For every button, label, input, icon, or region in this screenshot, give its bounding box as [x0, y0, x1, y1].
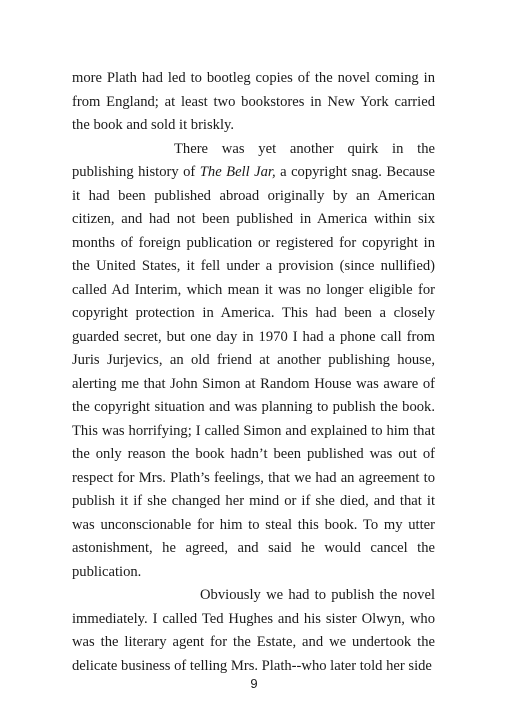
paragraph-1: [72, 67, 435, 138]
book-title: The Bell Jar,: [199, 164, 276, 180]
page-number: 9: [250, 676, 258, 691]
paragraph-2: [72, 138, 435, 585]
paragraph-2-text-start: There was yet another quirk in the publishing history of: [72, 140, 435, 180]
paragraph-2-text-rest: a copyright snag. Because it had been published abroad originally by an American citizen, and had not been published in America within six months of foreign publication or registered for copyright in the United States, it fell under a provision (since nullified) called Ad Interim, which mean it was no longer eligible for copyright protection in America. This had been a closely guarded secret, but one day in 1970 I had a phone call from Juris Jurjevics, an old friend at another publishing house, alerting me that John Simon at Random House was aware of the copyright situation and was planning to publish the book. This was horrifying; I called Simon and explained to him that the only reason the book hadn’t been published was out of respect for Mrs. Plath’s feelings, that we had an agreement to publish it if she changed her mind or if she died, and that it was unconscionable for him to steal this book. To my utter astonishment, he agreed, and said he would cancel the publication.: [72, 164, 435, 580]
paragraph-3-text: Obviously we had to publish the novel immediately. I called Ted Hughes and his sister Olwyn, who was the literary agent for the Estate, and we undertook the delicate business of telling Mrs. Plath--who later told her side: [72, 587, 435, 674]
paragraph-1-text: more Plath had led to bootleg copies of the novel coming in from England; at least two bookstores in New York carried the book and sold it briskly.: [72, 70, 435, 133]
body-text: [72, 67, 435, 678]
paragraph-3: [72, 584, 435, 678]
